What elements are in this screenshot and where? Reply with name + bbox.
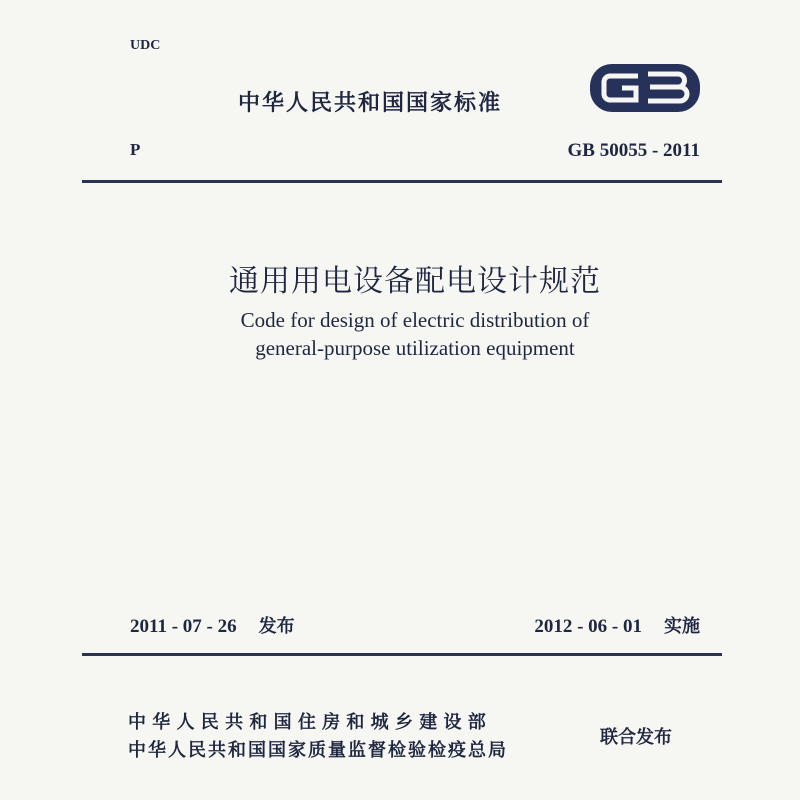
gb-logo-text: GB <box>588 62 590 63</box>
joint-publish-label: 联合发布 <box>600 727 672 748</box>
implement-date-block <box>534 612 700 638</box>
implement-date: 2012 - 06 - 01 <box>534 616 642 637</box>
standard-number: GB 50055 - 2011 <box>567 140 700 161</box>
issue-label: 发布 <box>258 616 295 637</box>
issue-date-block <box>130 612 295 638</box>
header-divider <box>82 180 722 183</box>
publisher-aqsiq: 中华人民共和国国家质量监督检验检疫总局 <box>128 740 508 761</box>
udc-label: UDC <box>130 38 161 53</box>
category-label: P <box>130 140 141 159</box>
implement-label: 实施 <box>664 616 700 637</box>
national-standard-heading: 中华人民共和国国家标准 <box>238 91 503 116</box>
footer-divider <box>82 653 722 656</box>
title-english-line1: Code for design of electric distribution of <box>240 308 590 332</box>
issue-date: 2011 - 07 - 26 <box>130 616 237 637</box>
publisher-mohurd: 中 华 人 民 共 和 国 住 房 和 城 乡 建 设 部 <box>128 712 486 733</box>
title-chinese: 通用用电设备配电设计规范 <box>229 264 601 299</box>
title-english-line2: general-purpose utilization equipment <box>255 336 575 360</box>
gb-logo <box>588 62 702 114</box>
